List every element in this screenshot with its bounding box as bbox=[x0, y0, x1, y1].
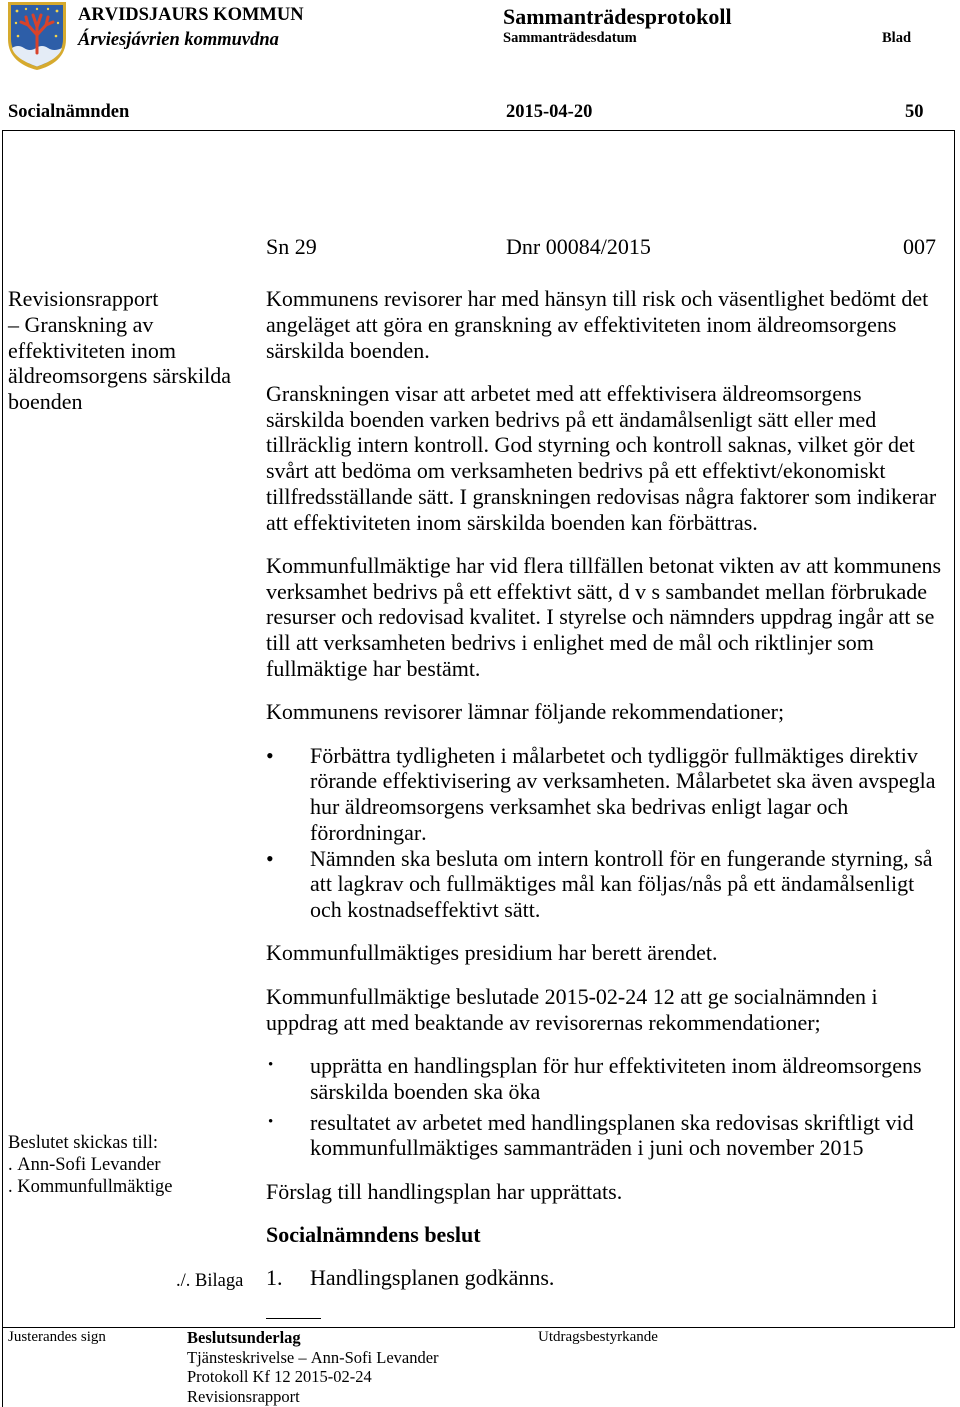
decision-item bbox=[266, 1265, 954, 1291]
text-line: att effektiviteten inom särskilda boenden kan förbättras. bbox=[266, 509, 758, 535]
text-line: och kostnadseffektivt sätt. bbox=[310, 897, 541, 923]
committee-name: Socialnämnden bbox=[8, 102, 130, 122]
text-line: Förbättra tydligheten i målarbetet och tydliggör fullmäktiges direktiv bbox=[310, 742, 918, 768]
star-dot bbox=[55, 35, 58, 38]
text-line: särskilda boenden ska öka bbox=[310, 1078, 541, 1104]
text-line: Kommunfullmäktige beslutade 2015-02-24 12 att ge socialnämnden i bbox=[266, 983, 878, 1009]
text-line: rörande effektivisering av verksamheten. Målarbetet ska även avspegla bbox=[310, 768, 936, 794]
frame-right-line bbox=[954, 130, 955, 1328]
subject-line: äldreomsorgens särskilda bbox=[8, 363, 231, 389]
text-line: Granskningen visar att arbetet med att effektivisera äldreomsorgens bbox=[266, 380, 862, 406]
case-subject bbox=[8, 286, 231, 415]
frame-left-line bbox=[2, 130, 3, 1407]
recommendations-list bbox=[266, 743, 954, 923]
paragraph-preparation bbox=[266, 940, 954, 966]
attachment-note: ./. Bilaga bbox=[176, 1271, 244, 1291]
text-line: Kommunfullmäktiges presidium har berett ärendet. bbox=[266, 940, 718, 966]
text-line: angeläget att göra en granskning av effektiviteten inom äldreomsorgens bbox=[266, 311, 897, 337]
text-line: fullmäktige har bestämt. bbox=[266, 655, 481, 681]
decision-text: Handlingsplanen godkänns. bbox=[310, 1265, 555, 1291]
signature-label: Justerandes sign bbox=[8, 1329, 106, 1345]
paragraph-findings bbox=[266, 381, 954, 536]
assignment-item bbox=[266, 1110, 954, 1162]
case-code: 007 bbox=[903, 234, 936, 259]
text-line: resultatet av arbetet med handlingsplanen ska redovisas skriftligt vid bbox=[310, 1109, 914, 1135]
text-line: hur äldreomsorgens verksamhet ska bedrivas enligt lagar och bbox=[310, 794, 849, 820]
subject-line: – Granskning av bbox=[8, 311, 154, 337]
case-body bbox=[266, 286, 954, 1291]
text-line: Kommunens revisorer lämnar följande rekommendationer; bbox=[266, 699, 785, 725]
star-dot bbox=[15, 22, 17, 24]
frame-bottom-line bbox=[2, 1327, 955, 1328]
meeting-date-label: Sammanträdesdatum bbox=[503, 30, 637, 46]
paragraph-recommendations-intro bbox=[266, 699, 954, 725]
recommendation-item bbox=[266, 846, 954, 923]
subject-line: boenden bbox=[8, 389, 83, 414]
coat-of-arms-icon bbox=[7, 1, 67, 71]
sheet-number: 50 bbox=[905, 102, 924, 122]
bullet: • bbox=[268, 1113, 274, 1130]
bullet: • bbox=[266, 742, 274, 768]
text-line: tillfredsställande sätt. I granskningen redovisas några faktorer som indikerar bbox=[266, 483, 937, 509]
star-dot bbox=[57, 22, 59, 24]
star-dot bbox=[36, 8, 38, 10]
star-dot bbox=[56, 10, 59, 13]
paragraph-council-emphasis bbox=[266, 553, 954, 682]
star-dot bbox=[16, 10, 19, 13]
text-line: uppdrag att med beaktande av revisorernas rekommendationer; bbox=[266, 1009, 821, 1035]
star-dot bbox=[25, 8, 27, 10]
paragraph-council-decision bbox=[266, 984, 954, 1036]
text-line: särskilda boenden varken bedrivs på ett ändamålsenligt sätt eller med bbox=[266, 406, 877, 432]
decision-basis-heading: Beslutsunderlag bbox=[187, 1328, 301, 1347]
text-line: Kommunfullmäktige har vid flera tillfällen betonat vikten av att kommunens bbox=[266, 552, 942, 578]
document-type: Sammanträdesprotokoll bbox=[503, 4, 732, 29]
decision-basis-item: Tjänsteskrivelse – Ann-Sofi Levander bbox=[187, 1347, 439, 1367]
recommendation-item bbox=[266, 743, 954, 846]
text-line: till att verksamheten bedrivs i enlighet med de mål och riktlinjer som bbox=[266, 630, 874, 656]
distribution-label: Beslutet skickas till: bbox=[8, 1133, 159, 1153]
text-line: att lagkrav och fullmäktiges mål kan följas/nås på ett ändamålsenligt bbox=[310, 871, 915, 897]
star-dot bbox=[17, 35, 20, 38]
text-line: Nämnden ska besluta om intern kontroll för en fungerande styrning, så bbox=[310, 845, 933, 871]
certification-label: Utdragsbestyrkande bbox=[538, 1329, 658, 1345]
subject-line: effektiviteten inom bbox=[8, 337, 176, 363]
subject-line: Revisionsrapport bbox=[8, 286, 159, 311]
star-dot bbox=[47, 8, 49, 10]
text-line: Kommunens revisorer har med hänsyn till risk och väsentlighet bedömt det bbox=[266, 286, 929, 311]
text-line: resurser och redovisad kvalitet. I styrelse och nämnders uppdrag ingår att se bbox=[266, 604, 935, 630]
end-rule bbox=[266, 1318, 321, 1319]
text-line: kommunfullmäktiges sammanträden i juni och november 2015 bbox=[310, 1135, 864, 1161]
distribution-list bbox=[8, 1132, 172, 1198]
text-line: upprätta en handlingsplan för hur effektiviteten inom äldreomsorgens bbox=[310, 1052, 922, 1078]
text-line: svårt att bedöma om verksamheten bedrivs på ett effektivt/ekonomiskt bbox=[266, 458, 886, 484]
text-line: Förslag till handlingsplan har upprättats. bbox=[266, 1178, 623, 1204]
text-line: förordningar. bbox=[310, 819, 427, 845]
paragraph-background bbox=[266, 286, 954, 363]
recipient: . Kommunfullmäktige bbox=[8, 1177, 173, 1197]
municipality-name: ARVIDSJAURS KOMMUN bbox=[78, 5, 304, 25]
meeting-date: 2015-04-20 bbox=[506, 102, 593, 122]
section-number: Sn 29 bbox=[266, 234, 317, 259]
paragraph-status bbox=[266, 1179, 954, 1205]
decision-number: 1. bbox=[266, 1265, 283, 1291]
assignments-list bbox=[266, 1053, 954, 1161]
bullet: • bbox=[266, 845, 274, 871]
text-line: tillräcklig intern kontroll. God styrning och kontroll saknas, vilket gör det bbox=[266, 432, 915, 458]
frame-top-line bbox=[2, 130, 955, 131]
diary-number: Dnr 00084/2015 bbox=[506, 234, 651, 259]
decision-heading: Socialnämndens beslut bbox=[266, 1222, 481, 1248]
assignment-item bbox=[266, 1053, 954, 1105]
municipality-name-sami: Árviesjávrien kommuvdna bbox=[78, 30, 279, 50]
decision-basis bbox=[187, 1328, 439, 1406]
decision-basis-item: Revisionsrapport bbox=[187, 1386, 300, 1406]
text-line: verksamhet bedrivs på ett effektivt sätt, d v s sambandet mellan förbrukade bbox=[266, 578, 928, 604]
bullet: • bbox=[268, 1056, 274, 1073]
recipient: . Ann-Sofi Levander bbox=[8, 1155, 161, 1175]
text-line: särskilda boenden. bbox=[266, 337, 430, 363]
decision-basis-item: Protokoll Kf 12 2015-02-24 bbox=[187, 1367, 372, 1386]
sheet-label: Blad bbox=[882, 30, 912, 46]
